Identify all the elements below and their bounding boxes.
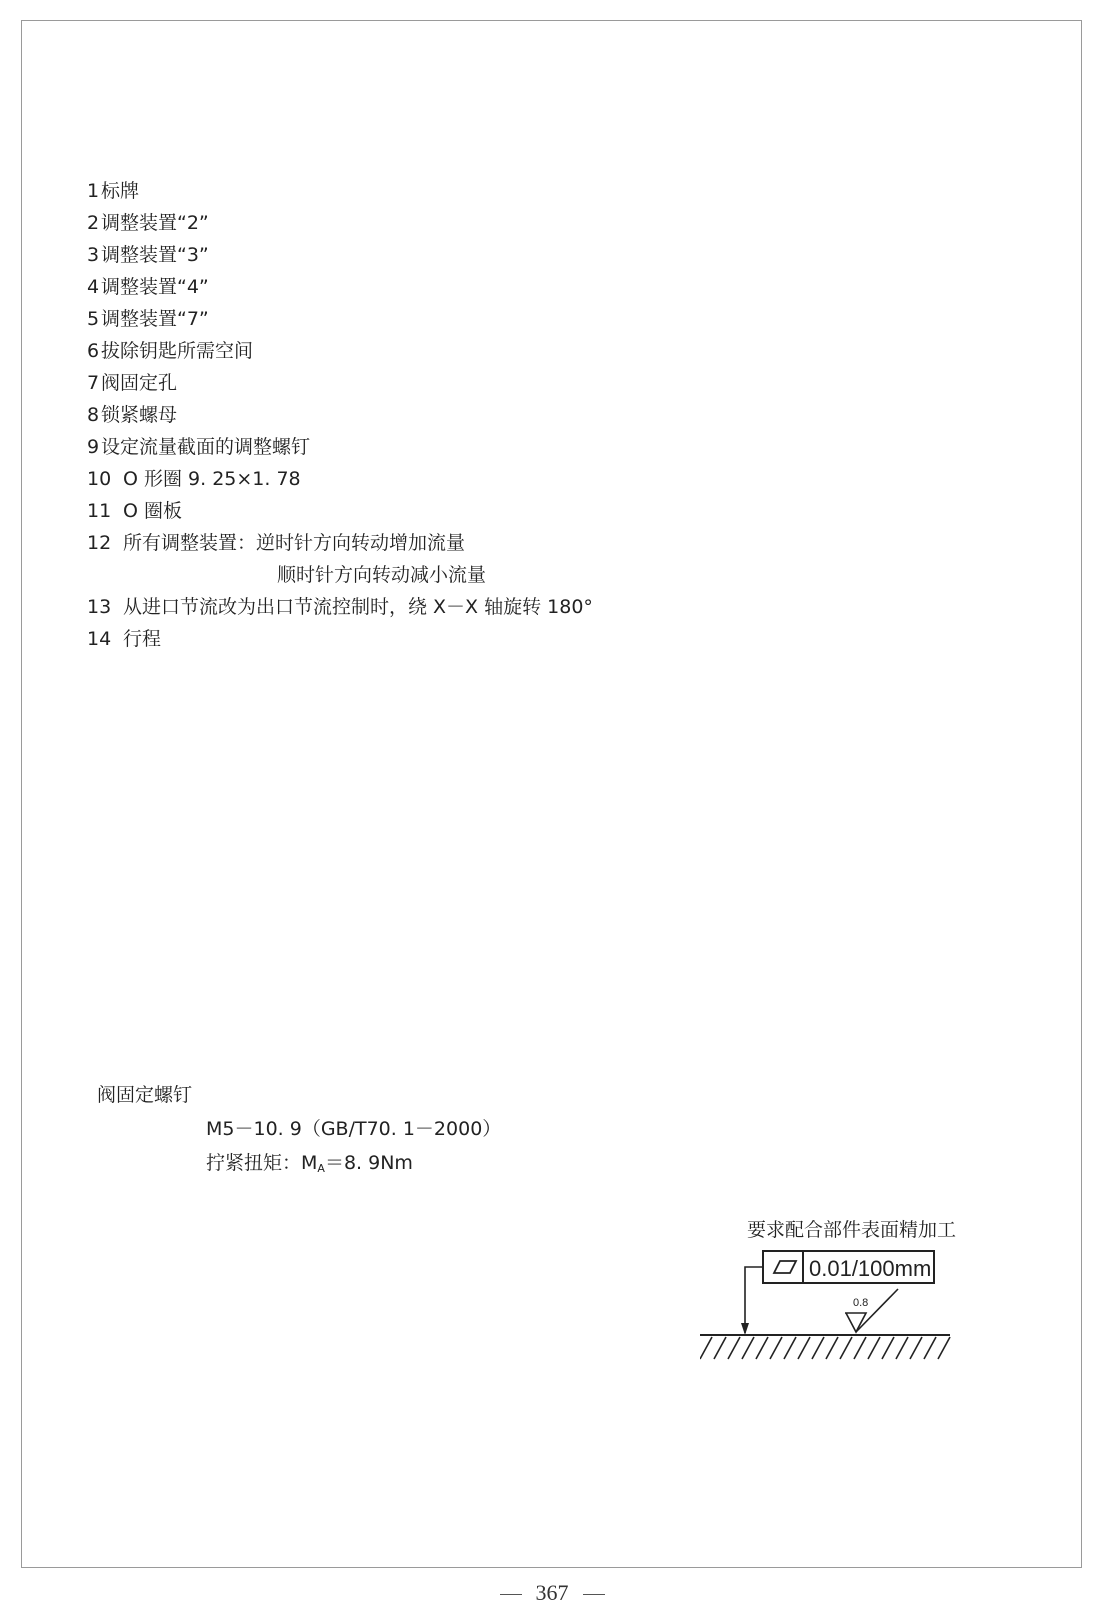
roughness-value: 0.8 (853, 1297, 869, 1309)
legend-item (87, 498, 182, 524)
surface-hatching (700, 1337, 950, 1359)
legend-number: 13 (87, 596, 112, 618)
legend-text: 调整装置“7” (101, 308, 209, 330)
legend-number: 5 (87, 308, 100, 330)
legend-text: 拔除钥匙所需空间 (101, 340, 254, 362)
legend-text: 所有调整装置：逆时针方向转动增加流量 (123, 532, 466, 554)
legend-item (87, 242, 209, 268)
legend-item (87, 530, 465, 556)
torque-value: ＝8. 9Nm (324, 1152, 413, 1174)
surface-requirement-title: 要求配合部件表面精加工 (747, 1219, 957, 1241)
legend-number: 2 (87, 212, 100, 234)
legend-item (87, 338, 253, 364)
screw-note-title: 阀固定螺钉 (97, 1084, 193, 1106)
legend-number: 3 (87, 244, 100, 266)
legend-item (87, 402, 177, 428)
legend-item (87, 274, 209, 300)
legend-text: 阀固定孔 (101, 372, 178, 394)
legend-item (87, 594, 593, 620)
legend-number: 11 (87, 500, 112, 522)
legend-item (87, 626, 161, 652)
legend-number: 14 (87, 628, 112, 650)
torque-note (206, 1150, 413, 1182)
legend-text: O 形圈 9. 25×1. 78 (123, 468, 301, 490)
legend-item (87, 210, 209, 236)
page-number-dash-left (500, 1594, 522, 1595)
arrow-head-icon (741, 1323, 749, 1335)
legend-number: 8 (87, 404, 100, 426)
torque-subscript: A (317, 1162, 325, 1175)
legend-item (87, 306, 209, 332)
surface-tolerance-symbol (700, 1245, 980, 1375)
legend-item (87, 466, 301, 492)
legend-item (87, 370, 177, 396)
legend-text: 标牌 (101, 180, 140, 202)
legend-text: 调整装置“4” (101, 276, 209, 298)
roughness-icon-extension (856, 1289, 898, 1332)
legend-item (87, 434, 310, 460)
legend-item-continuation (277, 562, 486, 588)
legend-number: 6 (87, 340, 100, 362)
flatness-icon (774, 1261, 796, 1273)
legend-text: 行程 (123, 628, 162, 650)
torque-label: 拧紧扭矩：M (206, 1152, 318, 1174)
screw-spec: M5－10. 9（GB/T70. 1－2000） (206, 1118, 502, 1140)
page-number-dash-right (583, 1594, 605, 1595)
legend-number: 10 (87, 468, 112, 490)
legend-text: 设定流量截面的调整螺钉 (101, 436, 311, 458)
legend-text: 锁紧螺母 (101, 404, 178, 426)
legend-number: 12 (87, 532, 112, 554)
legend-text: 顺时针方向转动减小流量 (277, 564, 487, 586)
page-number-value: 367 (535, 1580, 569, 1605)
legend-number: 7 (87, 372, 100, 394)
legend-number: 9 (87, 436, 100, 458)
legend-number: 4 (87, 276, 100, 298)
legend-text: 调整装置“2” (101, 212, 209, 234)
legend-text: 从进口节流改为出口节流控制时，绕 X－X 轴旋转 180° (123, 596, 593, 618)
page-number (0, 1580, 1104, 1606)
legend-item (87, 178, 139, 204)
legend-number: 1 (87, 180, 100, 202)
roughness-icon (845, 1313, 866, 1332)
legend-text: 调整装置“3” (101, 244, 209, 266)
legend-text: O 圈板 (123, 500, 182, 522)
flatness-value: 0.01/100mm (809, 1256, 932, 1281)
